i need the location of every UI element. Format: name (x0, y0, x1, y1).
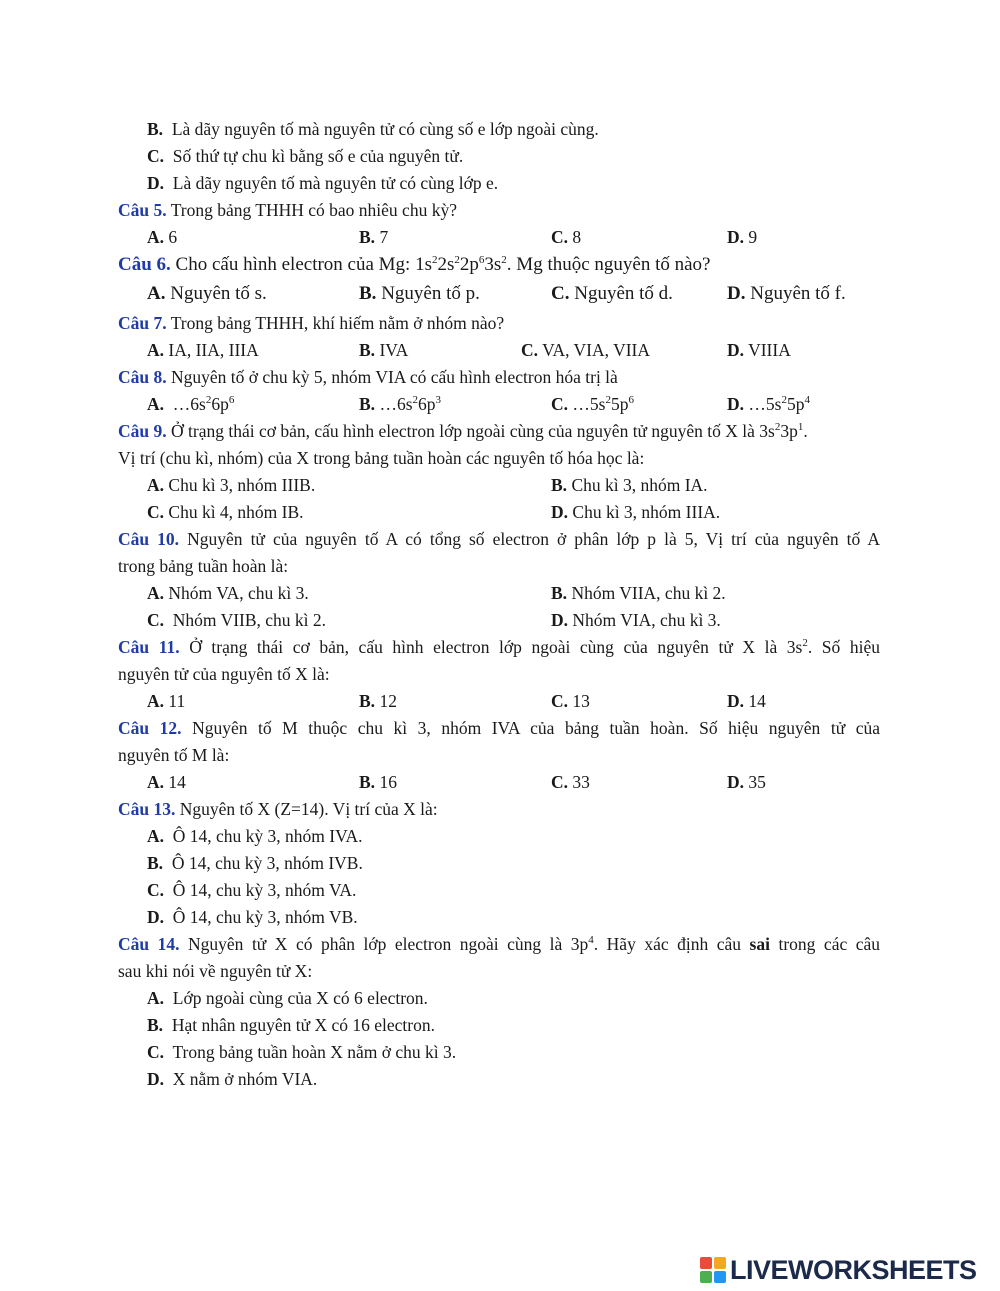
q13-option-a[interactable] (147, 825, 363, 847)
option-text: IVA (379, 340, 409, 360)
option-label: D. (727, 394, 745, 414)
option-text: Ô 14, chu kỳ 3, nhóm VB. (172, 907, 358, 927)
option-text: Chu kì 4, nhóm IB. (168, 502, 304, 522)
q12-option-c[interactable] (551, 771, 590, 793)
option-label: C. (551, 283, 570, 304)
option-text: Nhóm VIIB, chu kì 2. (172, 610, 327, 630)
option-text: Nguyên tố f. (750, 283, 846, 304)
option-label: B. (551, 475, 568, 495)
question-text-end: . Số hiệu (807, 637, 880, 657)
option-text: Ô 14, chu kỳ 3, nhóm IVA. (172, 826, 363, 846)
q12-option-a[interactable] (147, 771, 186, 793)
logo-square (700, 1271, 712, 1283)
q4-option-c (147, 145, 463, 167)
question-text-end: . Mg thuộc nguyên tố nào? (506, 254, 711, 275)
option-text: Hạt nhân nguyên tử X có 16 electron. (171, 1015, 435, 1035)
q7-option-c[interactable] (521, 339, 650, 361)
question-text: Nguyên tố ở chu kỳ 5, nhóm VIA có cấu hình electron hóa trị là (171, 367, 618, 387)
option-text: Ô 14, chu kỳ 3, nhóm VA. (172, 880, 357, 900)
liveworksheets-logo (700, 1253, 992, 1287)
q6-option-b[interactable] (359, 283, 480, 305)
superscript: 2 (802, 637, 808, 649)
option-label: A. (147, 283, 166, 304)
option-text: Là dãy nguyên tố mà nguyên tử có cùng số e lớp ngoài cùng. (171, 119, 599, 139)
option-label: D. (727, 691, 745, 711)
question-text: Trong bảng THHH, khí hiếm nằm ở nhóm nào? (170, 313, 505, 333)
q14-option-c[interactable] (147, 1041, 456, 1063)
option-label: B. (359, 394, 376, 414)
question-text: Nguyên tử của nguyên tố A có tổng số electron ở phân lớp p là 5, Vị trí của nguyên tố A (187, 529, 881, 549)
option-text: Chu kì 3, nhóm IA. (571, 475, 708, 495)
q10-stem-line1 (118, 528, 880, 550)
option-label: C. (551, 691, 569, 711)
option-label: D. (551, 502, 569, 522)
option-text: Lớp ngoài cùng của X có 6 electron. (172, 988, 428, 1008)
q6-stem: Câu 6. Cho cấu hình electron của Mg: $1s^22s^22p^63s^2$. Mg thuộc nguyên tố nào? (118, 254, 711, 275)
option-text: 33 (572, 772, 590, 792)
option-text: 7 (379, 227, 389, 247)
option-text: Nhóm VA, chu kì 3. (168, 583, 309, 603)
option-label: A. (147, 826, 165, 846)
q11-stem-line1 (118, 636, 880, 658)
question-number: Câu 9. (118, 421, 167, 441)
q5-option-b[interactable] (359, 226, 388, 248)
option-label: A. (147, 227, 165, 247)
option-text: VA, VIA, VIIA (542, 340, 651, 360)
option-text: 35 (748, 772, 766, 792)
q4-option-b (147, 118, 599, 140)
superscript: 4 (588, 934, 594, 946)
q7-option-d[interactable] (727, 339, 791, 361)
option-label: D. (551, 610, 569, 630)
q8-option-a[interactable]: A. $\dots 6s^26p^6$ (147, 394, 235, 414)
q8-stem (118, 366, 618, 388)
question-number: Câu 10. (118, 529, 180, 549)
q14-stem-line2: sau khi nói về nguyên tử X: (118, 961, 313, 981)
option-text: Nhóm VIIA, chu kì 2. (571, 583, 726, 603)
question-text: Ở trạng thái cơ bản, cấu hình electron lớp ngoài cùng của nguyên tử X là 3s (189, 637, 803, 657)
q8-option-b[interactable]: B. $\dots 6s^26p^3$ (359, 394, 441, 414)
question-number: Câu 12. (118, 718, 182, 738)
q5-option-a[interactable] (147, 226, 177, 248)
q13-stem (118, 798, 438, 820)
option-label: A. (147, 340, 165, 360)
option-text: VIIIA (748, 340, 791, 360)
option-text: Nhóm VIA, chu kì 3. (572, 610, 721, 630)
question-number: Câu 13. (118, 799, 176, 819)
q14-option-b[interactable] (147, 1014, 435, 1036)
q10-option-a[interactable] (147, 582, 309, 604)
q13-option-d[interactable] (147, 906, 358, 928)
option-text: 9 (748, 227, 758, 247)
q4-option-d (147, 172, 498, 194)
q14-option-d[interactable] (147, 1068, 317, 1090)
q9-option-a[interactable] (147, 474, 315, 496)
emphasis-word: sai (749, 934, 770, 954)
option-label: B. (147, 119, 164, 139)
q10-option-b[interactable] (551, 582, 726, 604)
q12-stem-line2: nguyên tố M là: (118, 745, 230, 765)
option-text: Số thứ tự chu kì bằng số e của nguyên tử. (172, 146, 464, 166)
logo-square (714, 1257, 726, 1269)
question-text: Nguyên tử X có phân lớp electron ngoài cùng là 3p (188, 934, 589, 954)
question-text: Cho cấu hình electron của Mg: 1s (175, 254, 432, 275)
question-number: Câu 7. (118, 313, 167, 333)
option-label: A. (147, 988, 165, 1008)
option-label: D. (147, 1069, 165, 1089)
q12-option-b[interactable] (359, 771, 397, 793)
option-label: B. (551, 583, 568, 603)
option-text: IA, IIA, IIIA (168, 340, 259, 360)
q11-option-d[interactable] (727, 690, 766, 712)
option-text: Nguyên tố p. (381, 283, 480, 304)
question-text: Trong bảng THHH có bao nhiêu chu kỳ? (170, 200, 457, 220)
option-label: C. (147, 146, 165, 166)
option-label: C. (147, 502, 165, 522)
option-label: C. (521, 340, 539, 360)
q11-option-a[interactable] (147, 690, 185, 712)
option-text: 14 (748, 691, 766, 711)
q11-option-b[interactable] (359, 690, 397, 712)
question-number: Câu 14. (118, 934, 180, 954)
q14-stem-line1 (118, 933, 880, 955)
option-label: D. (727, 283, 746, 304)
option-text: 12 (379, 691, 397, 711)
option-text: 16 (379, 772, 397, 792)
question-number: Câu 6. (118, 254, 171, 275)
option-label: D. (727, 340, 745, 360)
logo-square (700, 1257, 712, 1269)
q8-option-c[interactable]: C. $\dots 5s^25p^6$ (551, 394, 634, 414)
option-label: B. (359, 691, 376, 711)
option-label: D. (147, 173, 165, 193)
q7-option-a[interactable] (147, 339, 259, 361)
question-number: Câu 5. (118, 200, 167, 220)
option-label: B. (147, 853, 164, 873)
option-text: 11 (168, 691, 186, 711)
logo-icon (700, 1257, 726, 1283)
q10-option-d[interactable] (551, 609, 721, 631)
option-text: 6 (168, 227, 178, 247)
option-label: D. (147, 907, 165, 927)
logo-text: LIVEWORKSHEETS (730, 1254, 977, 1285)
q14-option-a[interactable] (147, 987, 428, 1009)
option-label: B. (359, 283, 377, 304)
option-text: Nguyên tố s. (170, 283, 267, 304)
q5-stem (118, 199, 457, 221)
q11-option-c[interactable] (551, 690, 590, 712)
option-label: A. (147, 475, 165, 495)
option-text: Trong bảng tuần hoàn X nằm ở chu kì 3. (172, 1042, 457, 1062)
option-label: C. (551, 394, 569, 414)
option-text: Chu kì 3, nhóm IIIA. (572, 502, 721, 522)
option-label: C. (147, 880, 165, 900)
option-label: C. (551, 227, 569, 247)
q9-option-b[interactable] (551, 474, 708, 496)
q6-option-d[interactable] (727, 283, 846, 305)
option-text: 13 (572, 691, 590, 711)
option-label: A. (147, 394, 165, 414)
question-text-mid: . Hãy xác định câu (593, 934, 750, 954)
option-text: Nguyên tố d. (574, 283, 673, 304)
q9-option-d[interactable] (551, 501, 720, 523)
option-text: Là dãy nguyên tố mà nguyên tử có cùng lớp e. (172, 173, 499, 193)
option-label: C. (147, 610, 165, 630)
q6-option-c[interactable] (551, 283, 673, 305)
option-text: X nằm ở nhóm VIA. (172, 1069, 318, 1089)
q9-stem-line2: Vị trí (chu kì, nhóm) của X trong bảng tuần hoàn các nguyên tố hóa học là: (118, 448, 645, 468)
question-text: Ở trạng thái cơ bản, cấu hình electron lớp ngoài cùng của nguyên tử nguyên tố X là 3s (171, 421, 775, 441)
question-number: Câu 11. (118, 637, 180, 657)
option-text: Chu kì 3, nhóm IIIB. (168, 475, 316, 495)
option-text: 14 (168, 772, 186, 792)
option-text: Ô 14, chu kỳ 3, nhóm IVB. (171, 853, 363, 873)
q10-stem-line2: trong bảng tuần hoàn là: (118, 556, 289, 576)
option-label: B. (359, 340, 376, 360)
q5-option-d[interactable] (727, 226, 757, 248)
q13-option-b[interactable] (147, 852, 363, 874)
q9-option-c[interactable] (147, 501, 304, 523)
q7-option-b[interactable] (359, 339, 408, 361)
q12-option-d[interactable] (727, 771, 766, 793)
logo-square (714, 1271, 726, 1283)
q7-stem (118, 312, 504, 334)
question-text-end: trong các câu (769, 934, 881, 954)
question-number: Câu 8. (118, 367, 167, 387)
option-label: B. (147, 1015, 164, 1035)
q13-option-c[interactable] (147, 879, 356, 901)
q9-stem-line1: Câu 9. Ở trạng thái cơ bản, cấu hình electron lớp ngoài cùng của nguyên tử nguyên tố X là $3s^23p^1$. (118, 421, 808, 441)
q11-stem-line2: nguyên tử của nguyên tố X là: (118, 664, 330, 684)
option-label: C. (147, 1042, 165, 1062)
option-label: A. (147, 691, 165, 711)
option-label: C. (551, 772, 569, 792)
q10-option-c[interactable] (147, 609, 326, 631)
option-label: D. (727, 227, 745, 247)
q8-option-d[interactable]: D. $\dots 5s^25p^4$ (727, 394, 810, 414)
q12-stem-line1 (118, 717, 880, 739)
option-label: A. (147, 772, 165, 792)
question-text: Nguyên tố X (Z=14). Vị trí của X là: (179, 799, 438, 819)
option-label: D. (727, 772, 745, 792)
option-text: 8 (572, 227, 582, 247)
option-label: B. (359, 772, 376, 792)
option-label: B. (359, 227, 376, 247)
q5-option-c[interactable] (551, 226, 581, 248)
question-text: Nguyên tố M thuộc chu kì 3, nhóm IVA của bảng tuần hoàn. Số hiệu nguyên tử của (192, 718, 881, 738)
option-label: A. (147, 583, 165, 603)
q6-option-a[interactable] (147, 283, 267, 305)
